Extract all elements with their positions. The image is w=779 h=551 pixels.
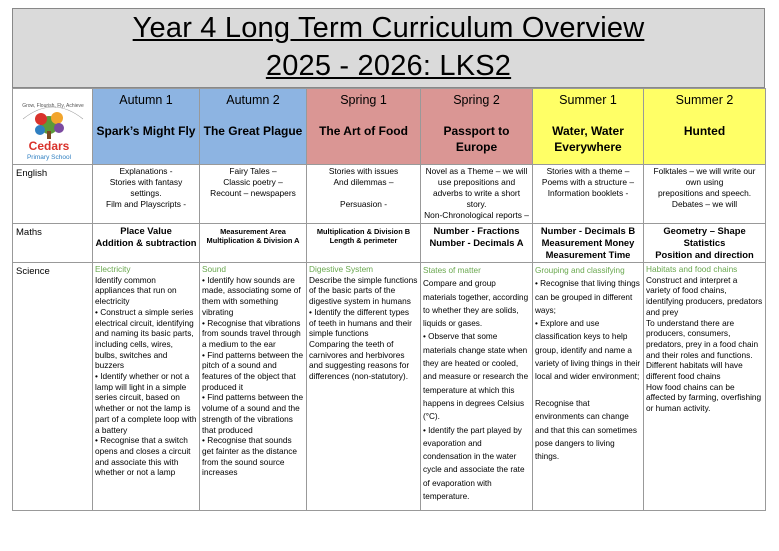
term-summer-1 (533, 89, 644, 165)
title-banner (12, 8, 765, 88)
maths-cell (200, 224, 307, 263)
subject-label-english: English (13, 165, 93, 224)
science-topic-heading: Sound (202, 264, 226, 274)
term-topic: Spark’s Might Fly (96, 124, 196, 138)
english-row (13, 165, 766, 224)
cell-line: Stories with issues (328, 166, 399, 176)
term-summer-2 (644, 89, 766, 165)
science-objective: Compare and group materials together, according to whether they are solids, liquids or gases. (423, 279, 529, 329)
subject-label-science: Science (13, 263, 93, 511)
science-objective: Different habitats will have different food chains (646, 360, 743, 382)
term-topic: Passport to Europe (443, 124, 510, 154)
term-name: Summer 1 (559, 93, 617, 107)
maths-topic: Addition & subtraction (95, 237, 197, 248)
subject-label-maths: Maths (13, 224, 93, 263)
maths-topic: Number - Fractions (433, 225, 520, 236)
term-topic: The Art of Food (319, 124, 408, 138)
term-name: Autumn 1 (119, 93, 173, 107)
maths-topic: Measurement Time (545, 249, 631, 260)
english-cell (644, 165, 766, 224)
term-name: Autumn 2 (226, 93, 280, 107)
maths-topic: Measurement Money (541, 237, 635, 248)
term-topic: The Great Plague (203, 124, 303, 138)
science-cell (200, 263, 307, 511)
svg-text:Cedars: Cedars (28, 139, 70, 153)
term-autumn-2 (200, 89, 307, 165)
science-cell (533, 263, 644, 511)
science-objective: • Identify whether or not a lamp will light in a simple series circuit, based on whether or not the lamp is part of a complete loop with a battery (95, 371, 197, 435)
cell-line: Stories with a theme – (546, 166, 630, 176)
science-cell (644, 263, 766, 511)
science-objective: • Find patterns between the volume of a sound and the strength of the vibrations that produced (202, 392, 304, 435)
science-topic-heading: Grouping and classifying (535, 266, 625, 275)
cell-line: And dilemmas – (333, 177, 394, 187)
maths-topic: Multiplication & Division A (206, 236, 300, 245)
maths-topic: Statistics (683, 237, 726, 248)
science-topic-heading: States of matter (423, 266, 481, 275)
science-objective: • Observe that some materials change state when they are heated or cooled, and measure or research the temperature at which this happens in degrees Celsius (°C). (423, 332, 529, 422)
cell-line: Fairy Tales – (229, 166, 277, 176)
cell-line: Novel as a Theme – we will use prepositions and (425, 166, 528, 187)
english-cell (533, 165, 644, 224)
term-spring-1 (307, 89, 421, 165)
science-objective: • Recognise that sounds get fainter as the distance from the sound source increases (202, 435, 298, 478)
term-autumn-1 (93, 89, 200, 165)
science-objective: To understand there are producers, consumers, predators, prey in a food chain and their roles and functions. (646, 317, 759, 360)
science-objective: • Recognise that living things can be grouped in different ways; (535, 279, 640, 315)
maths-topic: Geometry – Shape (663, 225, 746, 236)
science-objective: • Explore and use classification keys to help group, identify and name a variety of living things in their local and wider environment; (535, 319, 641, 382)
cell-line: Film and Playscripts - (105, 199, 187, 209)
science-row (13, 263, 766, 511)
cell-line: Information booklets - (547, 188, 629, 198)
science-cell (421, 263, 533, 511)
term-topic: Hunted (683, 124, 726, 138)
cell-line: Debates – we will (671, 199, 738, 209)
cell-line: Recount – newspapers (210, 188, 296, 198)
science-objective: • Identify the different types of teeth in humans and their simple functions (309, 306, 412, 339)
cell-line: Explanations - (119, 166, 173, 176)
maths-cell (421, 224, 533, 263)
science-topic-heading: Habitats and food chains (646, 264, 738, 274)
cell-line: Poems with a structure – (541, 177, 635, 187)
science-objective: How food chains can be affected by farming, overfishing or human activity. (646, 381, 762, 414)
science-objective: Describe the simple functions of the basic parts of the digestive system in humans (309, 274, 418, 307)
science-objective: Recognise that environments can change and that this can sometimes pose dangers to living things. (535, 398, 637, 462)
svg-text:Primary School: Primary School (26, 154, 72, 161)
maths-topic: Number - Decimals A (429, 237, 524, 248)
science-objective: • Recognise that a switch opens and closes a circuit and associate this with whether or not a lamp (95, 435, 191, 478)
cell-line: Stories with fantasy settings. (109, 177, 183, 198)
science-objective: Identify common appliances that run on electricity (95, 274, 177, 307)
science-topic-heading: Electricity (95, 264, 131, 274)
science-objective (535, 384, 641, 397)
science-objective: • Find patterns between the pitch of a sound and features of the object that produced it (202, 349, 304, 392)
science-objective: • Identify how sounds are made, associating some of them with something vibrating (202, 274, 301, 317)
term-header-row (13, 89, 766, 165)
maths-topic: Multiplication & Division B (316, 227, 411, 236)
science-objective: • Identify the part played by evaporation and condensation in the water cycle and associate the rate of evaporation with temperature. (423, 425, 525, 502)
maths-topic: Length & perimeter (329, 236, 398, 245)
cell-line: Classic poetry – (223, 177, 283, 187)
maths-cell (307, 224, 421, 263)
svg-text:Grow, Flourish, Fly, Achieve: Grow, Flourish, Fly, Achieve (22, 103, 84, 109)
science-cell (307, 263, 421, 511)
cell-line: Folktales – we will write our own using (653, 166, 756, 187)
cell-line: adverbs to write a short story. (432, 188, 521, 209)
term-name: Summer 2 (675, 93, 734, 107)
cell-line: prepositions and speech. (657, 188, 752, 198)
science-topic-heading: Digestive System (309, 264, 374, 274)
maths-topic: Measurement Area (220, 227, 286, 236)
term-topic: Water, Water Everywhere (552, 124, 624, 154)
english-cell (200, 165, 307, 224)
maths-cell (93, 224, 200, 263)
school-logo-icon (13, 89, 93, 164)
english-cell (307, 165, 421, 224)
english-cell (93, 165, 200, 224)
science-objective: • Construct a simple series electrical circuit, identifying and naming its basic parts, including cells, wires, bulbs, switches and buzzers (95, 306, 194, 371)
maths-row (13, 224, 766, 263)
page-title: Year 4 Long Term Curriculum Overview (132, 12, 645, 44)
school-logo (13, 89, 93, 165)
cell-line (309, 188, 418, 199)
cell-line: Non-Chronological reports – (424, 210, 529, 220)
maths-topic: Position and direction (655, 249, 754, 260)
science-objective: Construct and interpret a variety of food chains, identifying producers, predators and prey (646, 274, 763, 317)
page-subtitle: 2025 - 2026: LKS2 (265, 50, 512, 82)
curriculum-table (12, 88, 766, 511)
cell-line: Persuasion - (339, 199, 387, 209)
maths-cell (533, 224, 644, 263)
term-name: Spring 2 (453, 93, 500, 107)
science-objective: Comparing the teeth of carnivores and herbivores and suggesting reasons for differences (non-statutory). (309, 338, 410, 382)
english-cell (421, 165, 533, 224)
maths-cell (644, 224, 766, 263)
term-spring-2 (421, 89, 533, 165)
term-name: Spring 1 (340, 93, 387, 107)
science-cell (93, 263, 200, 511)
science-objective: • Recognise that vibrations from sounds travel through a medium to the ear (202, 317, 301, 349)
maths-topic: Number - Decimals B (540, 225, 636, 236)
maths-topic: Place Value (120, 225, 172, 236)
